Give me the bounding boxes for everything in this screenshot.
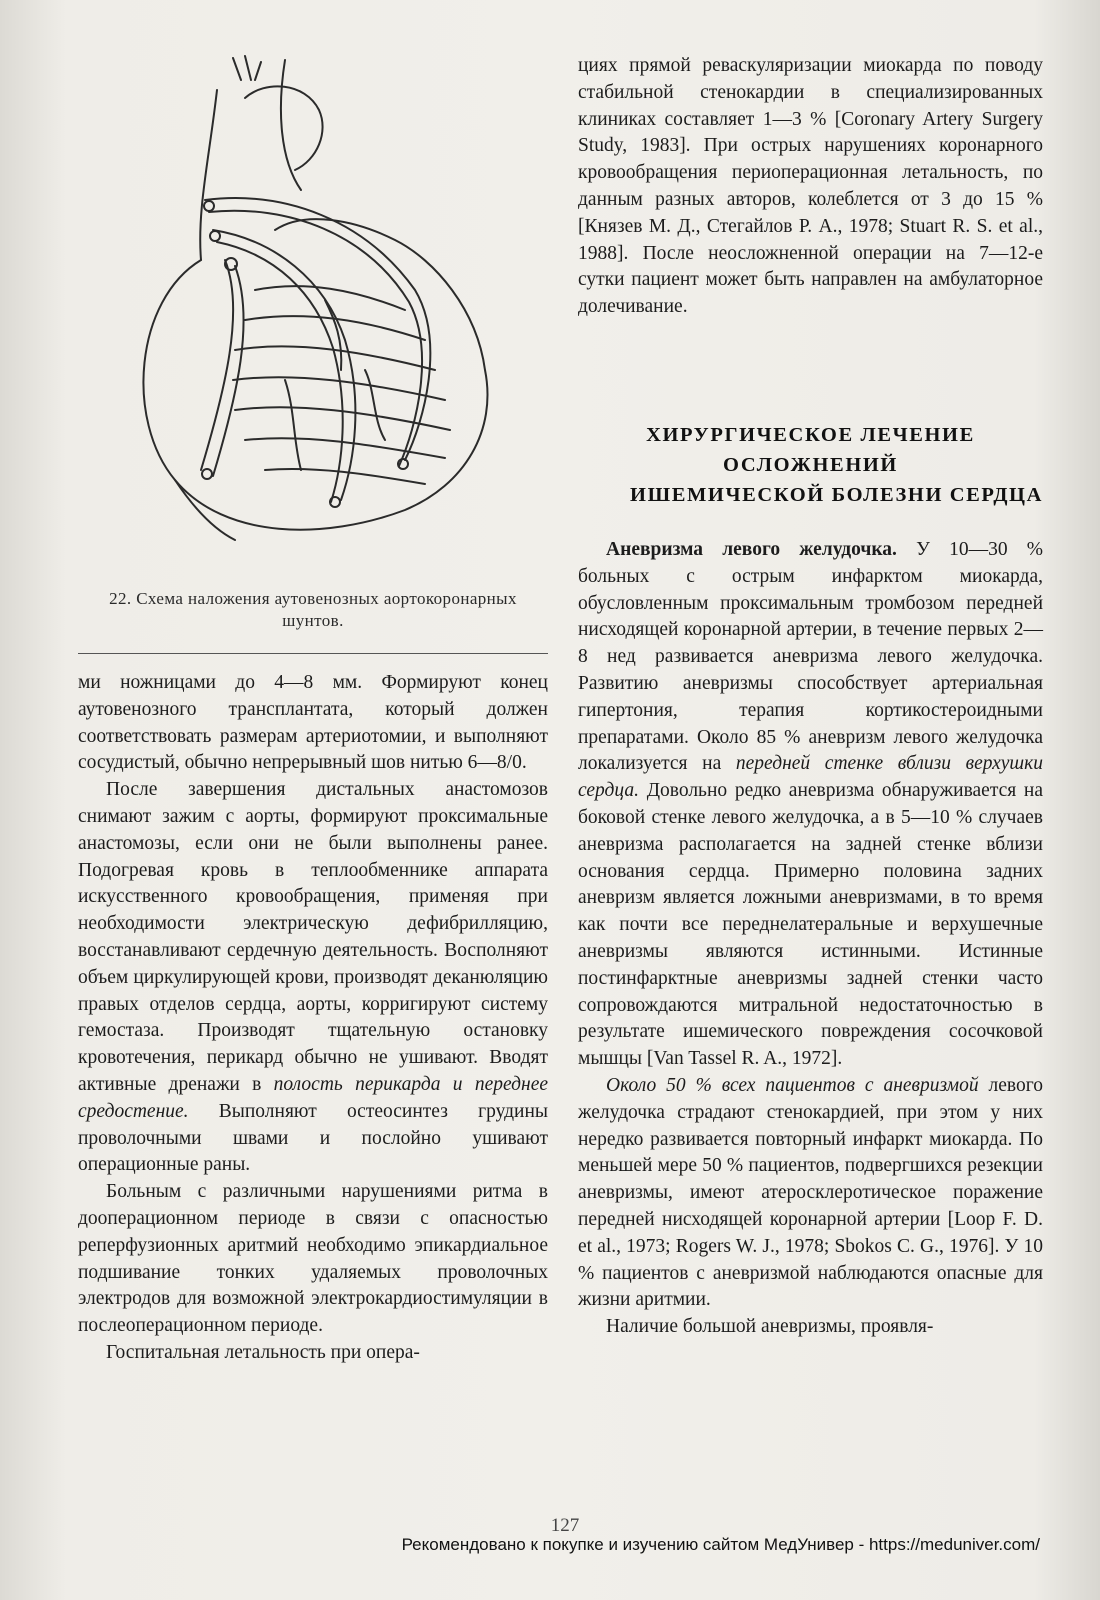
paragraph (78, 777, 548, 1179)
page-number: 127 (550, 1515, 580, 1536)
paragraph: Больным с различными нарушениями ритма в дооперационном периоде в связи с опасностью реперфузионных аритмий необходимо эпикардиальное подшивание тонких удаляемых проволочных электродов для возможной электрокардиостимуляции в послеоперационном периоде. (78, 1181, 548, 1337)
left-column (78, 670, 548, 1367)
italic-text: полость перикарда и переднее средостение. (78, 1073, 549, 1122)
paragraph (578, 537, 1043, 1073)
right-column-body (578, 537, 1043, 1341)
paragraph: ми ножницами до 4—8 мм. Формируют конец аутовенозного трансплантата, который должен соответствовать размерам артериотомии, и выполняют сосудистый, обычно непрерывный шов нитью 6—8/0. (78, 672, 548, 774)
paragraph: Госпитальная летальность при опера- (106, 1341, 420, 1363)
footer-watermark: Рекомендовано к покупке и изучению сайтом МедУнивер - https://meduniver.com/ (401, 1535, 1040, 1554)
figure-divider (78, 653, 548, 654)
italic-text: передней стенке вблизи верхушки сердца. (578, 753, 1043, 802)
text-run: Выполняют остеосинтез грудины проволочными швами и послойно ушивают операционные раны. (78, 1100, 548, 1176)
text-run: У 10—30 % больных с острым инфарктом миокарда, обусловленным проксимальным тромбозом передней нисходящей коронарной артерии, в течение первых 2—8 нед развивается аневризма левого желудочка. Развитию аневризмы способствует артериальная гипертония, терапия кортикостероидными препаратами. Около 85 % аневризм левого желудочка локализуется на (578, 539, 1043, 775)
run-in-heading: Аневризма левого желудочка. (606, 539, 897, 560)
heading-line: ОСЛОЖНЕНИЙ (723, 454, 898, 476)
paragraph: циях прямой реваскуляризации миокарда по поводу стабильной стенокардии в специализированных клиниках составляет 1—3 % [Coronary Artery Surgery Study, 1983]. При острых нарушениях коронарного кровообращения периоперационная летальность, по данным разных авторов, колеблется от 3 до 15 % [Князев М. Д., Стегайлов Р. А., 1978; Stuart R. S. et al., 1988]. После неосложненной операции на 7—12-е сутки пациент может быть направлен на амбулаторное долечивание. (578, 55, 1043, 318)
italic-text: Около 50 % всех пациентов с аневризмой (606, 1074, 979, 1096)
heading-line: ХИРУРГИЧЕСКОЕ ЛЕЧЕНИЕ (646, 424, 975, 446)
heart-bypass-illustration (105, 40, 510, 580)
figure-caption: 22. Схема наложения аутовенозных аортокоронарных шунтов. (109, 589, 517, 630)
text-run: Довольно редко аневризма обнаруживается на боковой стенке левого желудочка, а в 5—10 % случаев аневризма располагается на задней стенке вблизи основания сердца. Примерно половина задних аневризм является ложными аневризмами, в то время как почти все переднелатеральные и верхушечные аневризмы являются истинными. Истинные постинфарктные аневризмы задней стенки часто сопровождаются митральной недостаточностью в результате ишемического повреждения сосочковой мышцы [Van Tassel R. A., 1972]. (578, 780, 1043, 1070)
paragraph: Наличие большой аневризмы, проявля- (606, 1316, 934, 1338)
paragraph (578, 1073, 1043, 1314)
text-run: левого желудочка страдают стенокардией, при этом у них нередко развивается повторный инфаркт миокарда. По меньшей мере 50 % пациентов, подвергшихся резекции аневризмы, имеют атеросклеротическое поражение передней нисходящей коронарной артерии [Loop F. D. et al., 1973; Rogers W. J., 1978; Sbokos C. G., 1976]. У 10 % пациентов с аневризмой наблюдаются опасные для жизни аритмии. (578, 1074, 1043, 1311)
section-heading (578, 420, 1043, 510)
right-column-top (578, 53, 1043, 321)
heart-diagram (105, 40, 510, 580)
heading-line: ИШЕМИЧЕСКОЙ БОЛЕЗНИ СЕРДЦА (630, 484, 1043, 506)
text-run: После завершения дистальных анастомозов снимают зажим с аорты, формируют проксимальные анастомозы, если они не были выполнены ранее. Подогревая кровь в теплообменнике аппарата искусственного кровообращения, применяя при необходимости электрическую дефибрилляцию, восстанавливают сердечную деятельность. Восполняют объем циркулирующей крови, производят деканюляцию правых отделов сердца, аорты, корригируют систему гемостаза. Производят тщательную остановку кровотечения, перикард обычно не ушивают. Вводят активные дренажи в (78, 779, 548, 1095)
